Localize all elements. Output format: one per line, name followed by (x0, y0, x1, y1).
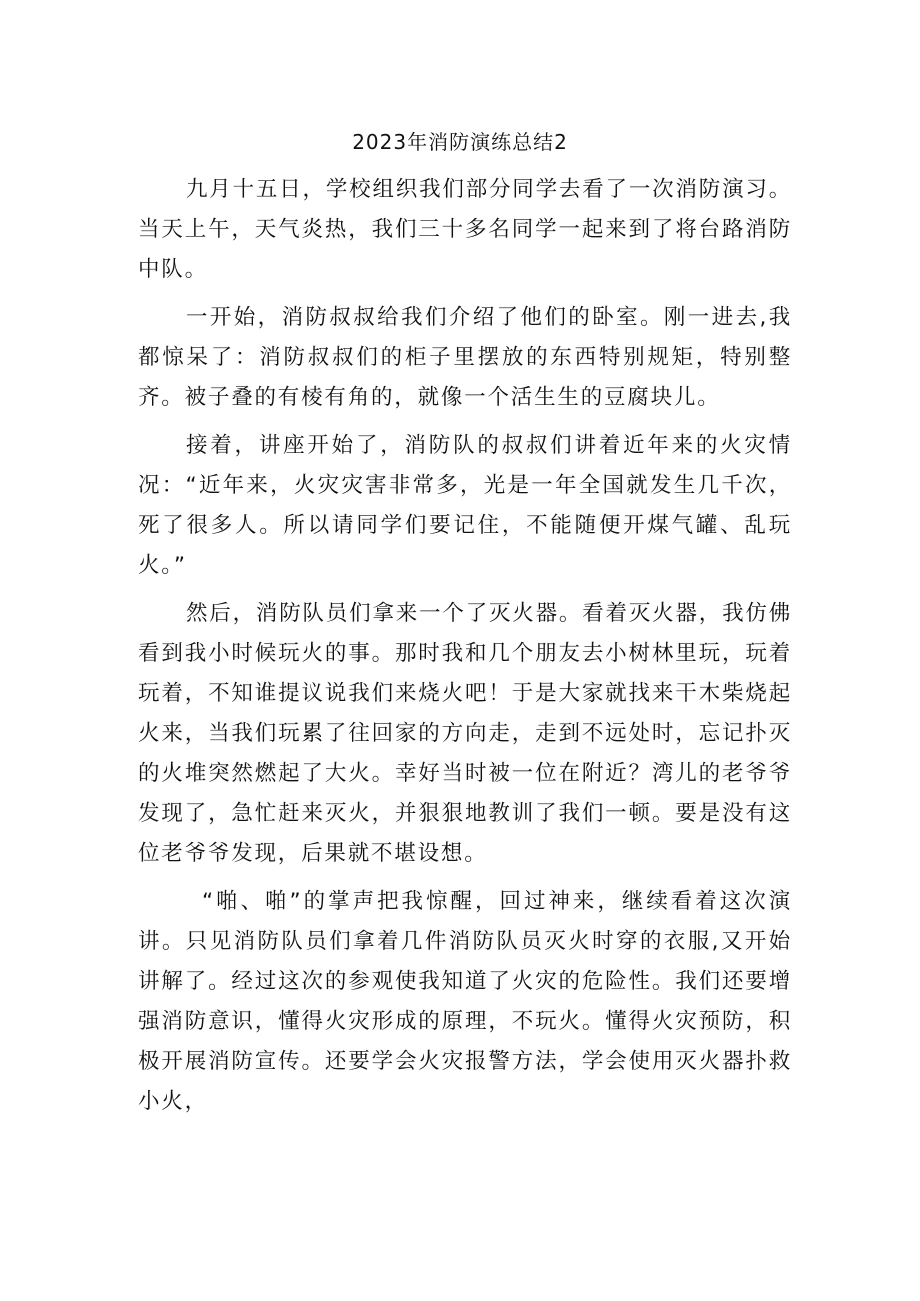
paragraph-2: 一开始，消防叔叔给我们介绍了他们的卧室。刚一进去,我都惊呆了：消防叔叔们的柜子里摆放的东西特别规矩，特别整齐。被子叠的有棱有角的，就像一个活生生的豆腐块儿。 (138, 305, 792, 410)
paragraph-5: “啪、啪”的掌声把我惊醒，回过神来，继续看着这次演讲。只见消防队员们拿着几件消防队员灭火时穿的衣服,又开始讲解了。经过这次的参观使我知道了火灾的危险性。我们还要增强消防意识，懂得火灾形成的原理，不玩火。懂得火灾预防，积极开展消防宣传。还要学会火灾报警方法，学会使用灭火器扑救小火， (138, 889, 792, 1114)
document-body (138, 170, 792, 1130)
paragraph-1: 九月十五日，学校组织我们部分同学去看了一次消防演习。当天上午，天气炎热，我们三十多名同学一起来到了将台路消防中队。 (138, 177, 792, 282)
document-title: 2023年消防演练总结2 (352, 130, 568, 154)
paragraph-3: 接着，讲座开始了，消防队的叔叔们讲着近年来的火灾情况：“近年来，火灾灾害非常多，光是一年全国就发生几千次，死了很多人。所以请同学们要记住，不能随便开煤气罐、乱玩火。” (138, 433, 792, 578)
paragraph-4: 然后，消防队员们拿来一个了灭火器。看着灭火器，我仿佛看到我小时候玩火的事。那时我和几个朋友去小树林里玩，玩着玩着，不知谁提议说我们来烧火吧！于是大家就找来干木柴烧起火来，当我们玩累了往回家的方向走，走到不远处时，忘记扑灭的火堆突然燃起了大火。幸好当时被一位在附近？湾儿的老爷爷发现了，急忙赶来灭火，并狠狠地教训了我们一顿。要是没有这位老爷爷发现，后果就不堪设想。 (138, 601, 792, 866)
